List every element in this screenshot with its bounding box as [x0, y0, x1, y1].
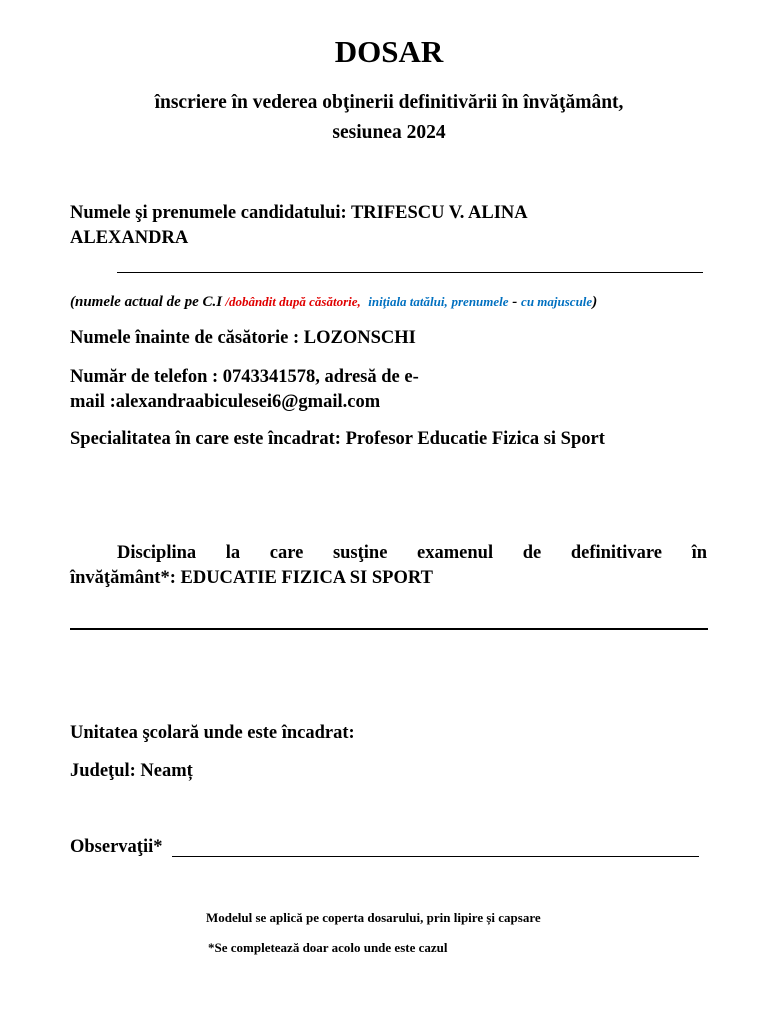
- discipline-line-2: [70, 566, 433, 591]
- email-line: [70, 390, 380, 415]
- discipline-line-1: Disciplina la care susţine examenul de definitivare în: [117, 543, 707, 563]
- hint-blue-uppercase: cu majuscule: [521, 294, 593, 309]
- observations-underline: [172, 856, 699, 857]
- footnote-completion-note: *Se completează doar acolo unde este cazul: [208, 940, 448, 955]
- hint-red-note: /dobândit după căsătorie,: [222, 294, 361, 309]
- email-label: mail :: [70, 392, 116, 412]
- candidate-name-value: TRIFESCU V. ALINA: [350, 203, 528, 223]
- maiden-name-label: Numele înainte de căsătorie :: [70, 328, 300, 348]
- phone-line: [70, 365, 419, 390]
- county-line: [70, 759, 193, 784]
- maiden-name-value: LOZONSCHI: [303, 328, 416, 348]
- hint-dash: -: [508, 294, 522, 310]
- county-value: Neamț: [140, 761, 193, 781]
- observations-label: Observaţii*: [70, 837, 163, 857]
- candidate-name-value-continued: ALEXANDRA: [70, 228, 189, 248]
- phone-label: Număr de telefon :: [70, 367, 219, 387]
- county-label: Judeţul:: [70, 761, 136, 781]
- phone-value: 0743341578: [222, 367, 316, 387]
- specialty-line: [70, 427, 605, 452]
- candidate-name-line-1: [70, 201, 528, 226]
- discipline-underline: [70, 628, 708, 630]
- subtitle-line-1: înscriere în vederea obţinerii definitivării în învăţământ,: [154, 92, 624, 113]
- hint-blue-initial: iniţiala tatălui,: [368, 294, 448, 309]
- specialty-value: Profesor Educatie Fizica si Sport: [345, 429, 605, 449]
- footnote-model-usage: Modelul se aplică pe coperta dosarului, prin lipire și capsare: [206, 910, 541, 925]
- candidate-name-underline: [117, 272, 703, 273]
- address-label: , adresă de e-: [315, 367, 419, 387]
- page-subtitle: [0, 88, 768, 148]
- observations-line: [70, 835, 163, 860]
- name-format-hint: [70, 291, 597, 313]
- discipline-label: învăţământ*:: [70, 568, 176, 588]
- specialty-label: Specialitatea în care este încadrat:: [70, 429, 341, 449]
- hint-suffix: ): [592, 294, 598, 310]
- page-title: DOSAR: [334, 34, 444, 69]
- discipline-value: EDUCATIE FIZICA SI SPORT: [180, 568, 433, 588]
- hint-blue-firstname: prenumele: [451, 294, 509, 309]
- maiden-name-line: [70, 326, 416, 351]
- candidate-label: Numele şi prenumele candidatului:: [70, 203, 347, 223]
- subtitle-line-2: sesiunea 2024: [332, 122, 446, 143]
- school-unit-line: [70, 721, 355, 746]
- candidate-name-line-2: [70, 226, 188, 251]
- hint-prefix: (numele actual de pe C.I: [70, 294, 223, 310]
- school-unit-label: Unitatea şcolară unde este încadrat:: [70, 723, 355, 743]
- email-value: alexandraabiculesei6@gmail.com: [115, 392, 381, 412]
